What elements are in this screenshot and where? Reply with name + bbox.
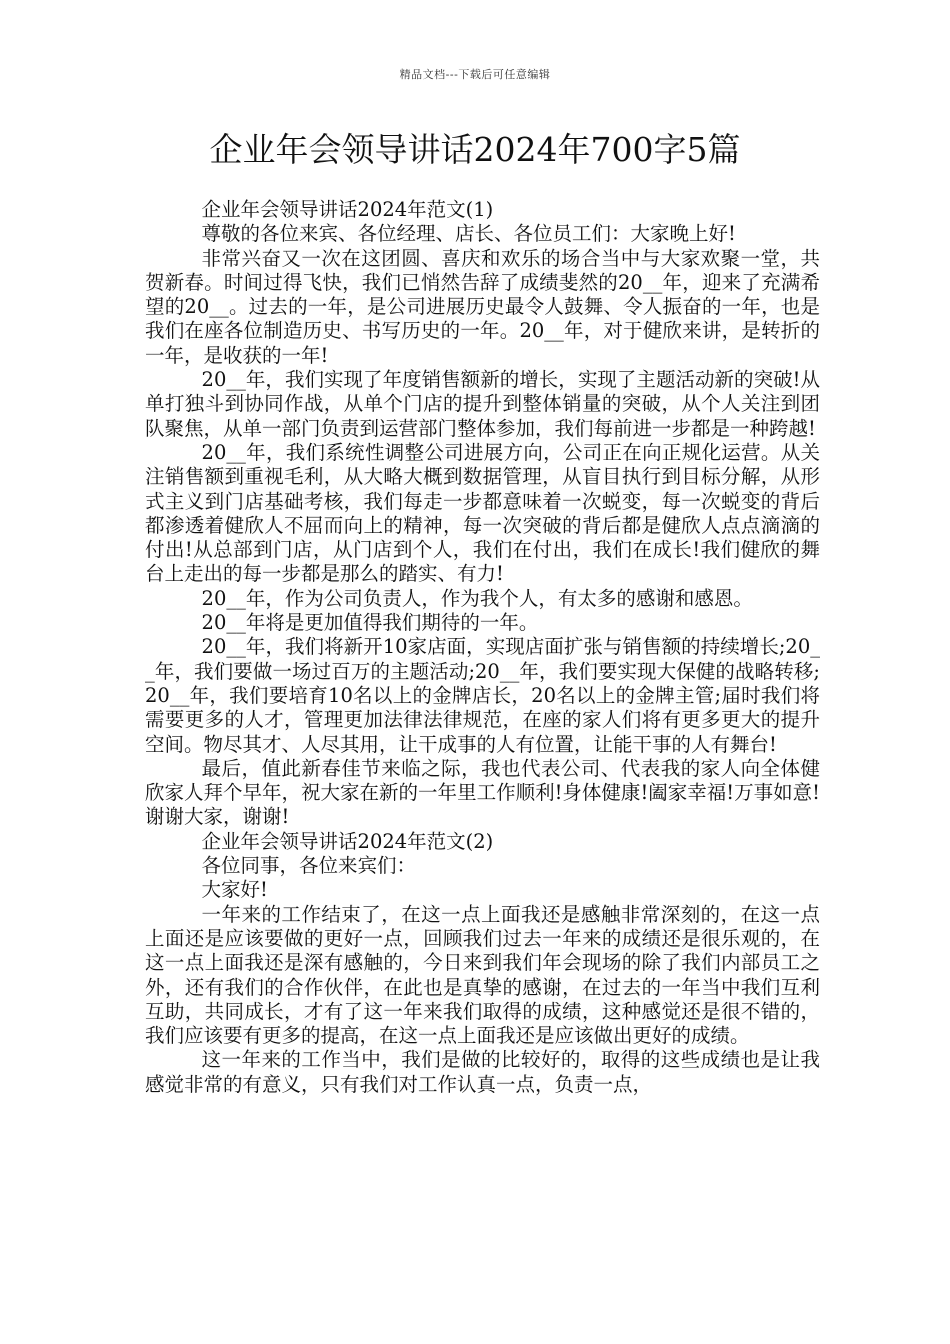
salutation: 尊敬的各位来宾、各位经理、店长、各位员工们：大家晚上好! bbox=[201, 222, 736, 246]
paragraph: 20__年，我们系统性调整公司进展方向，公司正在向正规化运营。从关注销售额到重视毛利，从大略大概到数据管理，从盲目执行到目标分解，从形式主义到门店基础考核，我们每走一步都意味着一次蜕变，每一次蜕变的背后都渗透着健欣人不屈而向上的精神，每一次突破的背后都是健欣人点点滴滴的付出!从总部到门店，从门店到个人，我们在付出，我们在成长!我们健欣的舞台上走出的每一步都是那么的踏实、有力! bbox=[145, 440, 820, 586]
paragraph: 20__年，我们将新开10家店面，实现店面扩张与销售额的持续增长;20__年，我们要做一场过百万的主题活动;20__年，我们要实现大保健的战略转移;20__年，我们要培育10名以上的金牌店长，20名以上的金牌主管;届时我们将需要更多的人才，管理更加法律法律规范，在座的家人们将有更多更大的提升空间。物尽其才、人尽其用，让干成事的人有位置，让能干事的人有舞台! bbox=[145, 635, 820, 756]
paragraph: 这一年来的工作当中，我们是做的比较好的，取得的这些成绩也是让我感觉非常的有意义，只有我们对工作认真一点，负责一点， bbox=[145, 1048, 820, 1096]
document-body bbox=[145, 198, 820, 1097]
section-heading-1: 企业年会领导讲话2024年范文(1) bbox=[201, 198, 494, 221]
paragraph: 最后，值此新春佳节来临之际，我也代表公司、代表我的家人向全体健欣家人拜个早年，祝大家在新的一年里工作顺利!身体健康!阖家幸福!万事如意!谢谢大家，谢谢! bbox=[145, 756, 820, 829]
paragraph: 20__年，我们实现了年度销售额新的增长，实现了主题活动新的突破!从单打独斗到协同作战，从单个门店的提升到整体销量的突破，从个人关注到团队聚焦，从单一部门负责到运营部门整体参加，我们每前进一步都是一种跨越! bbox=[145, 368, 820, 440]
paragraph: 20__年将是更加值得我们期待的一年。 bbox=[201, 611, 539, 635]
paragraph: 一年来的工作结束了，在这一点上面我还是感触非常深刻的，在这一点上面还是应该要做的更好一点，回顾我们过去一年来的成绩还是很乐观的，在这一点上面我还是深有感触的，今日来到我们年会现场的除了我们内部员工之外，还有我们的合作伙伴，在此也是真挚的感谢，在过去的一年当中我们互利互助，共同成长，才有了这一年来我们取得的成绩，这种感觉还是很不错的，我们应该要有更多的提高，在这一点上面我还是应该做出更好的成绩。 bbox=[145, 902, 820, 1048]
header-note: 精品文档---下载后可任意编辑 bbox=[399, 68, 551, 81]
greeting: 大家好! bbox=[201, 878, 268, 902]
section-heading-2: 企业年会领导讲话2024年范文(2) bbox=[201, 829, 494, 853]
salutation: 各位同事，各位来宾们： bbox=[201, 854, 417, 878]
paragraph: 20__年，作为公司负责人，作为我个人，有太多的感谢和感恩。 bbox=[201, 586, 753, 610]
paragraph: 非常兴奋又一次在这团圆、喜庆和欢乐的场合当中与大家欢聚一堂，共贺新春。时间过得飞快，我们已悄然告辞了成绩斐然的20__年，迎来了充满希望的20__。过去的一年，是公司进展历史最令人鼓舞、令人振奋的一年，也是我们在座各位制造历史、书写历史的一年。20__年，对于健欣来讲，是转折的一年，是收获的一年! bbox=[145, 246, 820, 367]
document-title: 企业年会领导讲话2024年700字5篇 bbox=[209, 130, 741, 169]
